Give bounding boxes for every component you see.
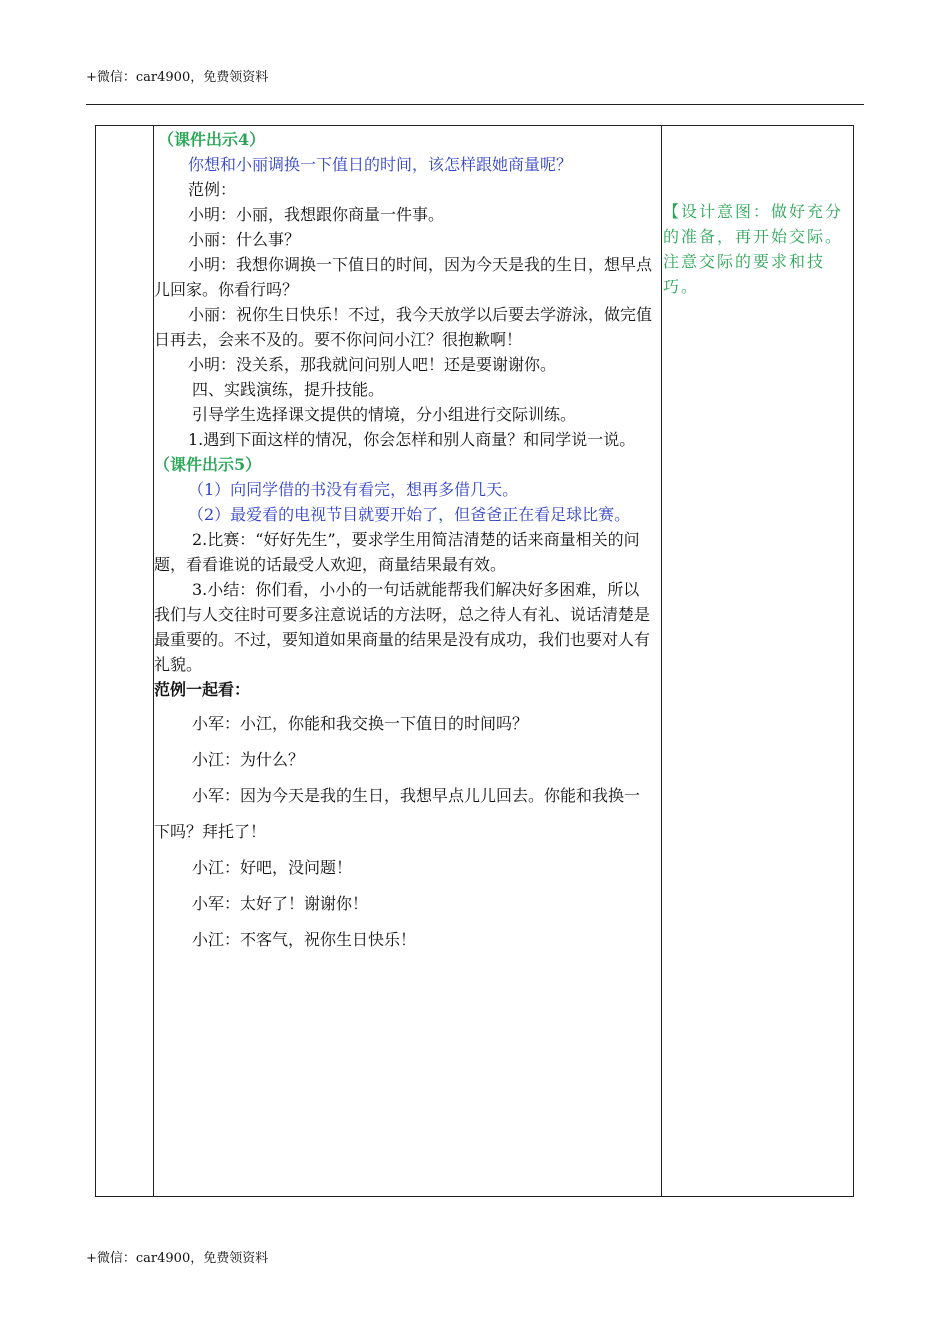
dialogue-line: 小明：没关系，那我就问问别人吧！还是要谢谢你。 [188, 355, 557, 374]
practice-item-3: 3.小结：你们看，小小的一句话就能帮我们解决好多困难，所以我们与人交往时可要多注意说话的方法呀，总之待人有礼、说话清楚是最重要的。不过，要知道如果商量的结果是没有成功，我们也要对人有礼貌。 [154, 580, 651, 674]
dialogue-line: 小丽：祝你生日快乐！不过，我今天放学以后要去学游泳，做完值日再去，会来不及的。要不你问问小江？很抱歉啊！ [154, 305, 653, 349]
sample-line: 小军：因为今天是我的生日，我想早点儿儿回去。你能和我换一下吗？拜托了！ [154, 786, 641, 841]
header-divider [86, 104, 864, 105]
guide-text: 引导学生选择课文提供的情境，分小组进行交际训练。 [192, 405, 577, 424]
question-text: 你想和小丽调换一下值日的时间，该怎样跟她商量呢？ [188, 155, 573, 174]
example-label: 范例： [188, 180, 237, 199]
practice-item-1-text: 1.遇到下面这样的情况，你会怎样和别人商量？和同学说一说。 [188, 430, 636, 449]
sample-line: 小江：好吧，没问题！ [192, 858, 353, 877]
case-2: （2）最爱看的电视节目就要开始了，但爸爸正在看足球比赛。 [188, 505, 631, 524]
sample-line: 小江：为什么？ [192, 750, 305, 769]
sample-title: 范例一起看： [154, 680, 251, 699]
section-4-heading: 四、实践演练，提升技能。 [192, 380, 385, 399]
design-intent-note: 【设计意图：做好充分的准备，再开始交际。注意交际的要求和技巧。 [663, 202, 844, 296]
column-divider-2 [661, 126, 662, 1196]
case-1: （1）向同学借的书没有看完，想再多借几天。 [188, 480, 519, 499]
dialogue-line: 小明：我想你调换一下值日的时间，因为今天是我的生日，想早点儿回家。你看行吗？ [154, 255, 653, 299]
header-note: +微信：car4900，免费领资料 [86, 70, 269, 85]
sample-dialogue [154, 706, 654, 958]
practice-item-2: 2.比赛：“好好先生”，要求学生用简洁清楚的话来商量相关的问题，看看谁说的话最受人欢迎，商量结果最有效。 [154, 530, 640, 574]
dialogue-line: 小丽：什么事？ [188, 230, 301, 249]
courseware-4-label: （课件出示4） [158, 130, 266, 149]
courseware-5-label: （课件出示5） [154, 455, 262, 474]
practice-item-1 [154, 427, 654, 477]
sample-line: 小江：不客气，祝你生日快乐！ [192, 930, 417, 949]
lesson-content-cell [154, 127, 654, 958]
sample-line: 小军：小江，你能和我交换一下值日的时间吗？ [192, 714, 529, 733]
footer-note: +微信：car4900，免费领资料 [86, 1251, 269, 1266]
dialogue-line: 小明：小丽，我想跟你商量一件事。 [188, 205, 445, 224]
sample-line: 小军：太好了！谢谢你！ [192, 894, 369, 913]
